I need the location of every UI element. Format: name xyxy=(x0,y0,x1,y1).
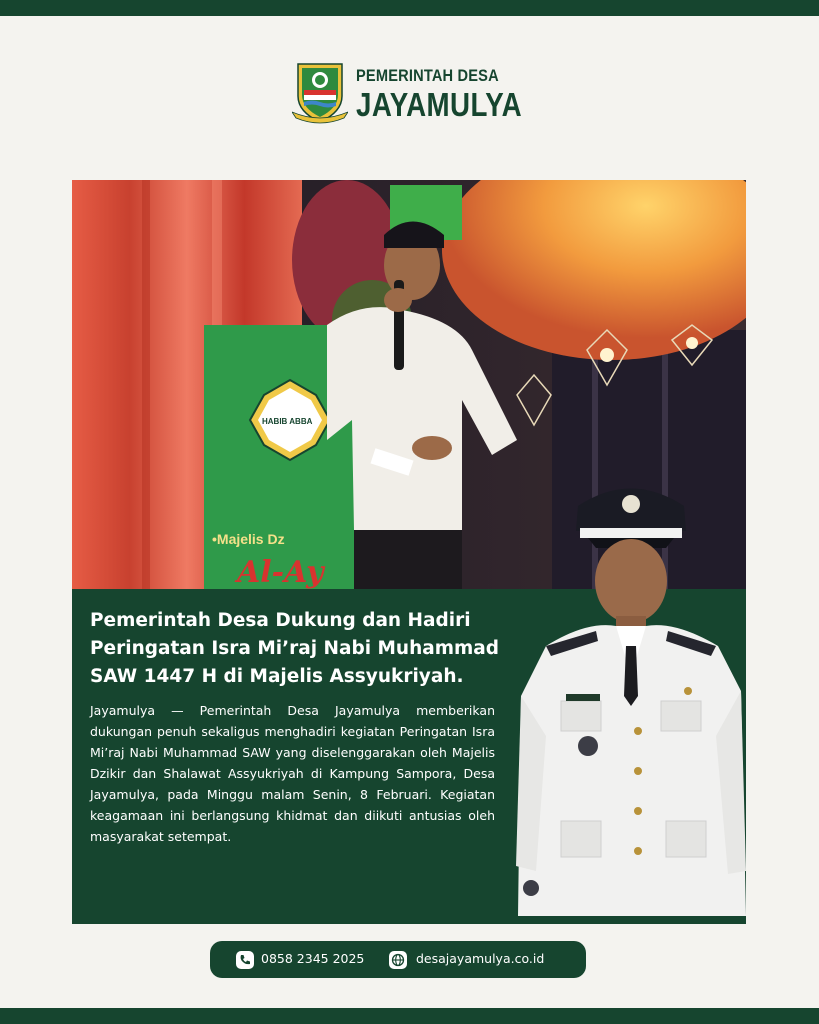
article-body: Jayamulya — Pemerintah Desa Jayamulya memberikan dukungan penuh sekaligus menghadiri kegiatan Peringatan Isra Mi’raj Nabi Muhammad SAW yang diselenggarakan oleh Majelis Dzikir dan Shalawat Assyukriyah di Kampung Sampora, Desa Jayamulya, pada Minggu malam Senin, 8 Februari. Kegiatan keagamaan ini berlangsung khidmat dan diikuti antusias oleh masyarakat setempat. xyxy=(90,703,495,844)
banner-text-habib: HABIB ABBA xyxy=(262,417,313,426)
contact-bar xyxy=(210,941,586,978)
village-emblem-icon xyxy=(292,62,348,124)
banner-text-arabic: Al-Ay xyxy=(237,555,324,589)
phone-icon xyxy=(236,951,254,969)
contact-website[interactable]: desajayamulya.co.id xyxy=(416,951,545,966)
org-name-line2: JAYAMULYA xyxy=(356,86,523,123)
org-name-line1: PEMERINTAH DESA xyxy=(356,66,499,85)
top-border-bar xyxy=(0,0,819,16)
banner-text-majelis: •Majelis Dz xyxy=(212,531,285,547)
village-official-photo xyxy=(506,476,756,926)
article-headline: Pemerintah Desa Dukung dan Hadiri Peringatan Isra Mi’raj Nabi Muhammad SAW 1447 H di Majelis Assyukriyah. xyxy=(90,610,500,687)
header xyxy=(292,62,532,128)
contact-phone[interactable]: 0858 2345 2025 xyxy=(261,951,365,966)
bottom-border-bar xyxy=(0,1008,819,1024)
globe-icon xyxy=(389,951,407,969)
